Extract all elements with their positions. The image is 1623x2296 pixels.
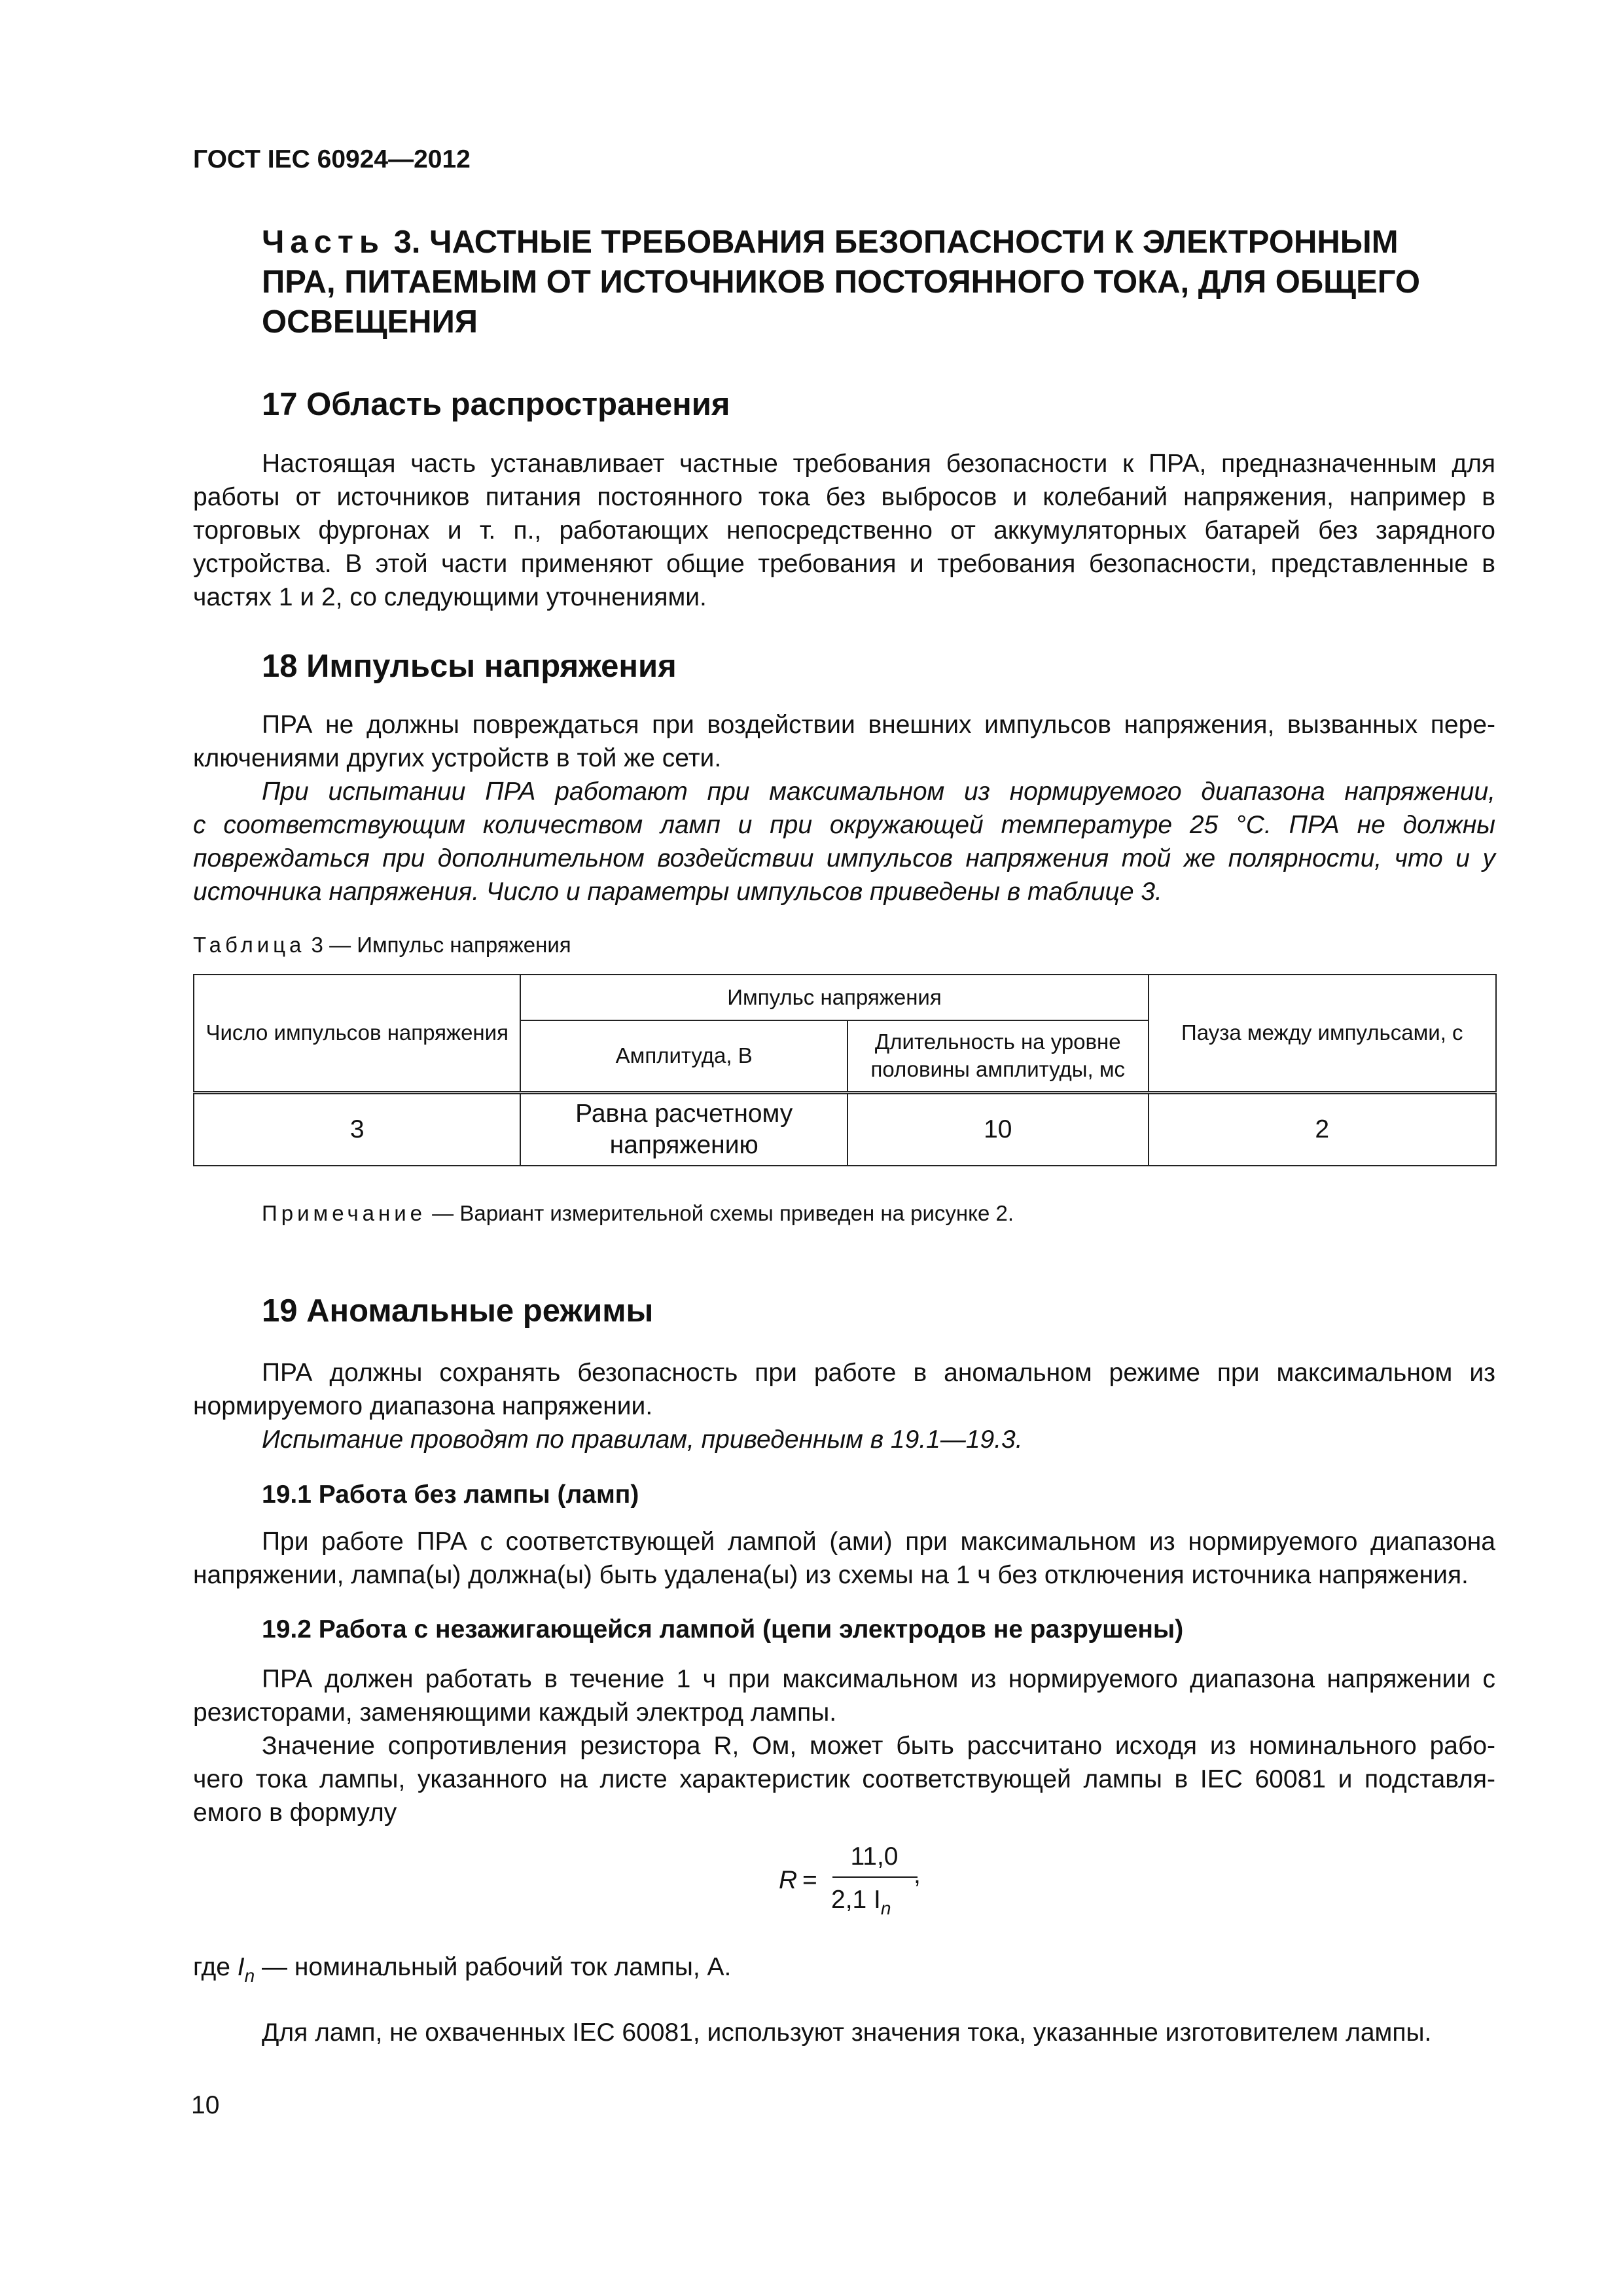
formula-denominator (831, 1886, 891, 1919)
subsection-19-2-paragraph-2 (193, 1729, 1495, 1829)
where-text: — номинальный рабочий ток лампы, А. (255, 1953, 732, 1981)
subsection-19-1-title: 19.1 Работа без лампы (ламп) (262, 1480, 639, 1509)
where-prefix: где (193, 1953, 238, 1981)
part-title-line-3: ОСВЕЩЕНИЯ (262, 304, 478, 340)
header-cell-count: Число импульсов напряжения (194, 975, 520, 1092)
fraction-bar (832, 1876, 918, 1878)
table-caption-label: Таблица (193, 933, 306, 957)
section-19-paragraph-2 (193, 1423, 1495, 1456)
cell-amplitude: Равна расчетному напряжению (520, 1092, 847, 1166)
part-title-prefix: Часть (262, 224, 385, 260)
formula-comma: , (914, 1861, 921, 1889)
section-17-title: 17 Область распространения (262, 387, 730, 422)
text-line: Испытание проводят по правилам, приведенным в 19.1—19.3. (262, 1426, 1023, 1454)
text-line: Для ламп, не охваченных IEC 60081, используют значения тока, указанные изготовителем лампы. (262, 2018, 1432, 2047)
text-line: При испытании ПРА работают при максимальном из нормируемого диапазона напряжении, (262, 778, 1495, 806)
table-3 (193, 974, 1497, 1166)
header-cell-duration: Длительность на уровне половины амплитуды, мс (847, 1020, 1149, 1092)
note-label: Примечание (262, 1201, 427, 1225)
text-line: торговых фургонах и т. п., работающих непосредственно от аккумуляторных батарей без зарядного (193, 516, 1495, 545)
section-19-paragraph-1 (193, 1356, 1495, 1423)
where-symbol: I (237, 1953, 245, 1981)
text-line: чего тока лампы, указанного на листе характеристик соответствующей лампы в IEC 60081 и подставля- (193, 1765, 1495, 1793)
final-paragraph (193, 2016, 1495, 2049)
part-title-line-2: ПРА, ПИТАЕМЫМ ОТ ИСТОЧНИКОВ ПОСТОЯННОГО ТОКА, ДЛЯ ОБЩЕГО (262, 264, 1421, 300)
formula-equals: = (802, 1866, 817, 1894)
text-line: повреждаться при дополнительном воздействии импульсов напряжения той же полярности, что и у (193, 844, 1495, 872)
text-line: ключениями других устройств в той же сети. (193, 744, 722, 772)
document-header: ГОСТ IEC 60924—2012 (193, 145, 471, 173)
table-row (194, 1092, 1496, 1166)
text-line: ПРА должны сохранять безопасность при работе в аномальном режиме при максимальном из (262, 1359, 1495, 1387)
cell-count: 3 (194, 1092, 520, 1166)
text-line: ПРА должен работать в течение 1 ч при максимальном из нормируемого диапазона напряжении с (262, 1665, 1495, 1693)
text-line: Настоящая часть устанавливает частные требования безопасности к ПРА, предназначенным для (262, 450, 1495, 478)
part-title-line-1 (262, 223, 1518, 262)
table-caption-text: 3 — Импульс напряжения (305, 933, 571, 957)
page-number: 10 (191, 2091, 220, 2119)
section-18-title: 18 Импульсы напряжения (262, 649, 677, 684)
resistance-formula (779, 1842, 988, 1928)
where-subscript: n (244, 1965, 255, 1986)
table-header-row-1 (194, 975, 1496, 1020)
subsection-19-1-paragraph (193, 1525, 1495, 1592)
subsection-19-2-paragraph-1 (193, 1662, 1495, 1729)
header-cell-pause: Пауза между импульсами, с (1149, 975, 1496, 1092)
text-line: емого в формулу (193, 1799, 397, 1827)
part-title (262, 223, 1518, 342)
text-line: напряжении, лампа(ы) должна(ы) быть удалена(ы) из схемы на 1 ч без отключения источника напряжения. (193, 1561, 1469, 1589)
text-line: нормируемого диапазона напряжении. (193, 1392, 653, 1420)
formula-numerator: 11,0 (850, 1842, 899, 1871)
cell-pause: 2 (1149, 1092, 1496, 1166)
text-line (193, 1950, 1495, 1992)
table-caption (193, 933, 571, 958)
part-title-line-1-rest: 3. ЧАСТНЫЕ ТРЕБОВАНИЯ БЕЗОПАСНОСТИ К ЭЛЕКТРОННЫМ (385, 224, 1399, 260)
header-cell-amplitude: Амплитуда, В (520, 1020, 847, 1092)
text-line: работы от источников питания постоянного тока без выбросов и колебаний напряжения, например в (193, 483, 1495, 511)
formula-subscript: n (880, 1898, 891, 1918)
text-line: резисторами, заменяющими каждый электрод лампы. (193, 1698, 837, 1727)
formula-lhs: R (779, 1866, 798, 1894)
text-line: с соответствующим количеством ламп и при окружающей температуре 25 °С. ПРА не должны (193, 811, 1495, 839)
formula-explanation (193, 1950, 1495, 1992)
text-line: источника напряжения. Число и параметры импульсов приведены в таблице 3. (193, 878, 1162, 906)
section-17-paragraph (193, 447, 1495, 614)
section-18-paragraph-2 (193, 775, 1495, 908)
table-note (262, 1201, 1014, 1226)
cell-duration: 10 (847, 1092, 1149, 1166)
note-text: — Вариант измерительной схемы приведен на рисунке 2. (426, 1201, 1014, 1225)
header-cell-group: Импульс напряжения (520, 975, 1148, 1020)
section-18-paragraph-1 (193, 708, 1495, 775)
text-line: частях 1 и 2, со следующими уточнениями. (193, 583, 707, 611)
subsection-19-2-title: 19.2 Работа с незажигающейся лампой (цепи электродов не разрушены) (262, 1615, 1184, 1643)
text-line: устройства. В этой части применяют общие требования и требования безопасности, представленные в (193, 550, 1495, 578)
formula-denominator-text: 2,1 I (831, 1886, 881, 1914)
text-line: ПРА не должны повреждаться при воздействии внешних импульсов напряжения, вызванных пере- (262, 711, 1495, 739)
section-19-title: 19 Аномальные режимы (262, 1293, 654, 1329)
text-line: Значение сопротивления резистора R, Ом, может быть рассчитано исходя из номинального рабо- (262, 1732, 1495, 1760)
text-line: При работе ПРА с соответствующей лампой (ами) при максимальном из нормируемого диапазона (262, 1528, 1495, 1556)
